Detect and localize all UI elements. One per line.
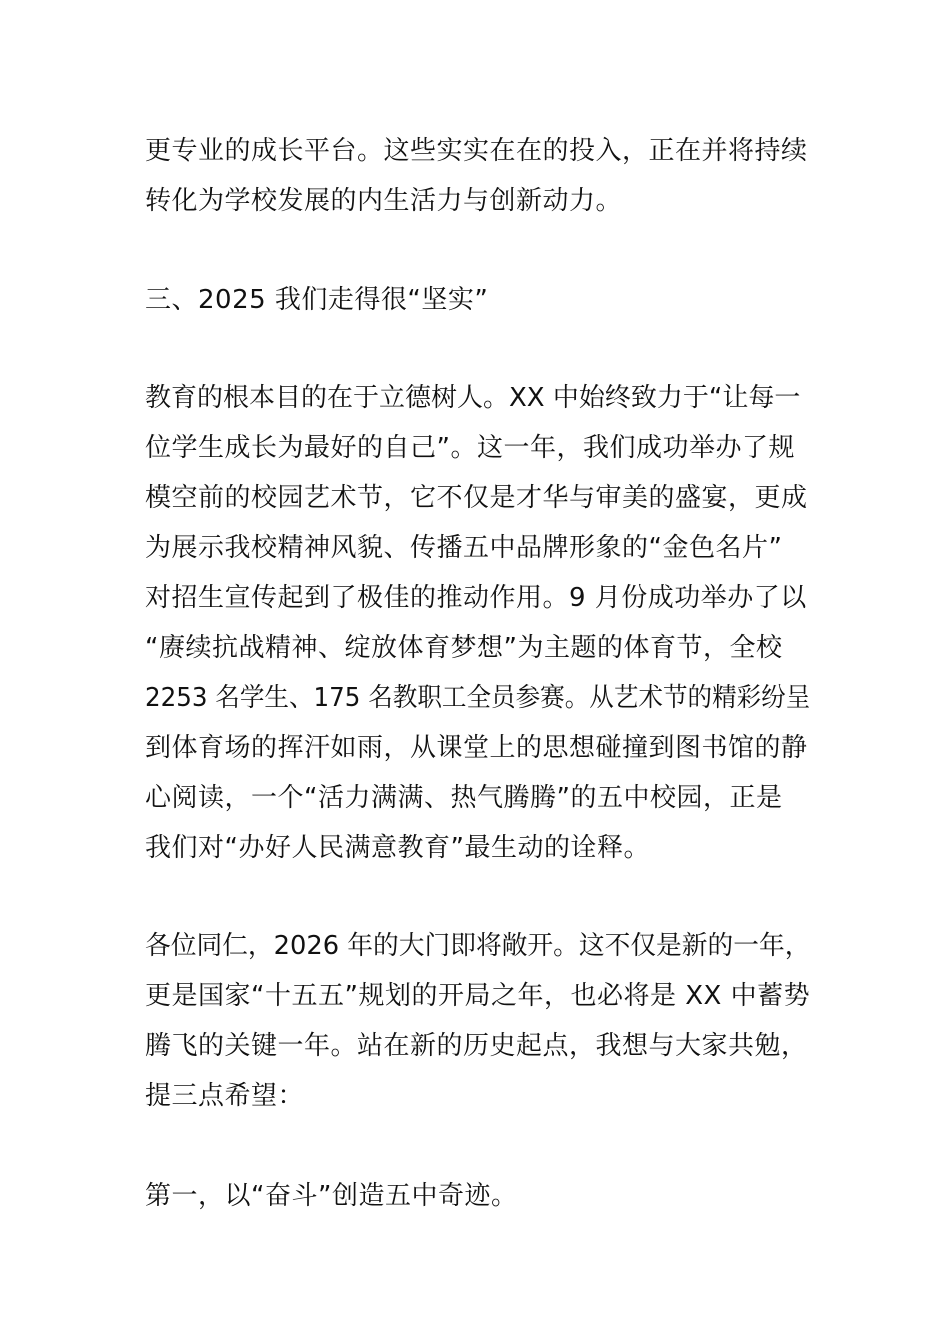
text-line: 模空前的校园艺术节，它不仅是才华与审美的盛宴，更成 (145, 483, 808, 513)
text-line: 位学生成长为最好的自己”。这一年，我们成功举办了规 (145, 433, 795, 463)
text-line: 腾飞的关键一年。站在新的历史起点，我想与大家共勉， (145, 1031, 808, 1061)
section-heading (145, 275, 810, 325)
text-line: 第一，以“奋斗”创造五中奇迹。 (145, 1181, 518, 1211)
paragraph-colleagues (145, 921, 810, 1121)
heading-text: 三、2025 我们走得很“坚实” (145, 285, 489, 315)
text-line: 更专业的成长平台。这些实实在在的投入，正在并将持续 (145, 136, 808, 166)
text-line: 到体育场的挥汗如雨，从课堂上的思想碰撞到图书馆的静 (145, 733, 808, 763)
text-line: 各位同仁，2026 年的大门即将敞开。这不仅是新的一年， (145, 931, 811, 961)
text-line: 2253 名学生、175 名教职工全员参赛。从艺术节的精彩纷呈 (145, 683, 811, 713)
text-line: 教育的根本目的在于立德树人。XX 中始终致力于“让每一 (145, 383, 801, 413)
text-line: 提三点希望： (145, 1081, 305, 1111)
text-line: 为展示我校精神风貌、传播五中品牌形象的“金色名片” (145, 533, 783, 563)
text-line: 对招生宣传起到了极佳的推动作用。9 月份成功举办了以 (145, 583, 807, 613)
text-line: 心阅读，一个“活力满满、热气腾腾”的五中校园，正是 (145, 783, 783, 813)
text-line: 我们对“办好人民满意教育”最生动的诠释。 (145, 833, 650, 863)
paragraph-education (145, 373, 810, 873)
text-line: “赓续抗战精神、绽放体育梦想”为主题的体育节，全校 (145, 633, 783, 663)
paragraph-continuation (145, 126, 810, 226)
text-line: 更是国家“十五五”规划的开局之年，也必将是 XX 中蓄势 (145, 981, 811, 1011)
paragraph-first-hope (145, 1171, 810, 1221)
text-line: 转化为学校发展的内生活力与创新动力。 (145, 186, 623, 216)
